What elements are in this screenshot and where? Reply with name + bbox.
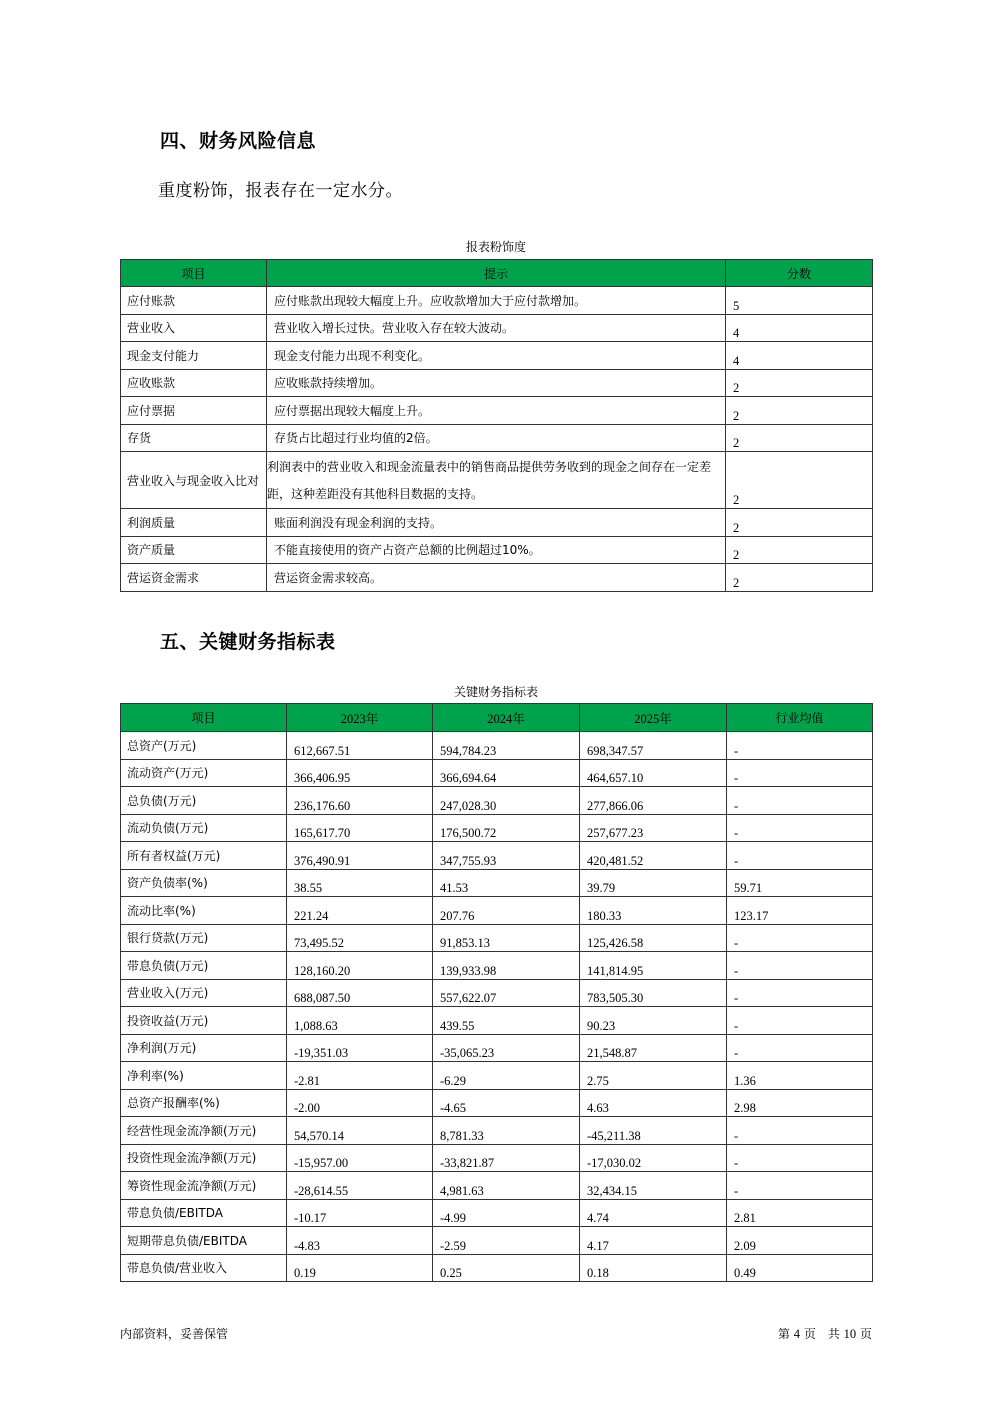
risk-hint: 营运资金需求较高。 — [267, 564, 726, 592]
value-2023: -4.83 — [287, 1227, 433, 1255]
value-2023: 73,495.52 — [287, 924, 433, 952]
indicator-row — [121, 869, 873, 897]
value-2025: 90.23 — [580, 1007, 727, 1035]
indicator-row — [121, 732, 873, 760]
risk-table-header — [121, 260, 873, 287]
risk-hint: 应付票据出现较大幅度上升。 — [267, 397, 726, 425]
value-2024: 0.25 — [433, 1254, 580, 1282]
indicator-name: 资产负债率(%) — [121, 869, 287, 897]
indicator-name: 银行贷款(万元) — [121, 924, 287, 952]
value-2023: -28,614.55 — [287, 1172, 433, 1200]
value-industry-avg: - — [727, 759, 873, 787]
risk-row — [121, 369, 873, 397]
indicator-name: 短期带息负债/EBITDA — [121, 1227, 287, 1255]
value-industry-avg: 0.49 — [727, 1254, 873, 1282]
header-2024: 2024年 — [433, 704, 580, 732]
value-2025: 464,657.10 — [580, 759, 727, 787]
risk-hint: 营业收入增长过快。营业收入存在较大波动。 — [267, 314, 726, 342]
value-2025: 4.63 — [580, 1089, 727, 1117]
value-2025: 0.18 — [580, 1254, 727, 1282]
indicator-name: 投资性现金流净额(万元) — [121, 1144, 287, 1172]
risk-table-caption: 报表粉饰度 — [465, 240, 526, 254]
value-industry-avg: - — [727, 814, 873, 842]
value-2025: 420,481.52 — [580, 842, 727, 870]
indicator-name: 经营性现金流净额(万元) — [121, 1117, 287, 1145]
risk-item: 应收账款 — [121, 369, 267, 397]
value-2024: 139,933.98 — [433, 952, 580, 980]
value-2023: 54,570.14 — [287, 1117, 433, 1145]
value-2024: 176,500.72 — [433, 814, 580, 842]
value-2024: 41.53 — [433, 869, 580, 897]
key-table-caption: 关键财务指标表 — [453, 685, 538, 699]
risk-row — [121, 509, 873, 537]
key-table-header — [121, 704, 873, 732]
risk-item: 现金支付能力 — [121, 342, 267, 370]
indicator-name: 总负债(万元) — [121, 787, 287, 815]
risk-score: 4 — [726, 342, 873, 370]
risk-item: 营运资金需求 — [121, 564, 267, 592]
value-2025: 141,814.95 — [580, 952, 727, 980]
risk-item: 应付账款 — [121, 287, 267, 315]
risk-row — [121, 564, 873, 592]
risk-hint: 不能直接使用的资产占资产总额的比例超过10%。 — [267, 536, 726, 564]
value-2023: 38.55 — [287, 869, 433, 897]
risk-hint: 存货占比超过行业均值的2倍。 — [267, 424, 726, 452]
risk-score: 2 — [726, 397, 873, 425]
value-2023: 221.24 — [287, 897, 433, 925]
header-score: 分数 — [726, 260, 873, 287]
value-2023: -15,957.00 — [287, 1144, 433, 1172]
risk-summary: 重度粉饰，报表存在一定水分。 — [158, 181, 403, 201]
indicator-row — [121, 1227, 873, 1255]
value-industry-avg: - — [727, 952, 873, 980]
risk-score: 2 — [726, 564, 873, 592]
value-2023: 1,088.63 — [287, 1007, 433, 1035]
risk-row — [121, 314, 873, 342]
page-mid: 页 共 — [803, 1327, 840, 1341]
value-2025: 180.33 — [580, 897, 727, 925]
value-2024: -35,065.23 — [433, 1034, 580, 1062]
page-number — [778, 1325, 872, 1342]
indicator-name: 流动资产(万元) — [121, 759, 287, 787]
indicator-row — [121, 1254, 873, 1282]
indicator-row — [121, 759, 873, 787]
indicator-row — [121, 814, 873, 842]
value-2023: 612,667.51 — [287, 732, 433, 760]
value-2025: 125,426.58 — [580, 924, 727, 952]
risk-item: 营业收入与现金收入比对 — [121, 452, 267, 509]
indicator-row — [121, 1007, 873, 1035]
value-industry-avg: - — [727, 732, 873, 760]
value-2023: 236,176.60 — [287, 787, 433, 815]
value-2024: 247,028.30 — [433, 787, 580, 815]
indicator-name: 总资产报酬率(%) — [121, 1089, 287, 1117]
indicator-name: 流动负债(万元) — [121, 814, 287, 842]
page-current: 4 — [793, 1327, 800, 1341]
value-industry-avg: 2.81 — [727, 1199, 873, 1227]
value-industry-avg: 2.09 — [727, 1227, 873, 1255]
value-industry-avg: - — [727, 1007, 873, 1035]
risk-item: 资产质量 — [121, 536, 267, 564]
indicator-name: 流动比率(%) — [121, 897, 287, 925]
risk-score: 2 — [726, 369, 873, 397]
value-2024: 594,784.23 — [433, 732, 580, 760]
page-total: 10 — [843, 1327, 857, 1341]
indicator-name: 带息负债/营业收入 — [121, 1254, 287, 1282]
indicator-name: 所有者权益(万元) — [121, 842, 287, 870]
value-industry-avg: 2.98 — [727, 1089, 873, 1117]
indicator-name: 总资产(万元) — [121, 732, 287, 760]
value-2024: 366,694.64 — [433, 759, 580, 787]
value-industry-avg: 59.71 — [727, 869, 873, 897]
value-industry-avg: - — [727, 787, 873, 815]
indicator-name: 投资收益(万元) — [121, 1007, 287, 1035]
value-2025: 32,434.15 — [580, 1172, 727, 1200]
value-2023: -2.81 — [287, 1062, 433, 1090]
indicator-row — [121, 1199, 873, 1227]
value-2025: 698,347.57 — [580, 732, 727, 760]
value-2024: -6.29 — [433, 1062, 580, 1090]
footer-confidential: 内部资料，妥善保管 — [120, 1327, 229, 1341]
value-industry-avg: - — [727, 924, 873, 952]
page-suffix: 页 — [859, 1327, 872, 1341]
value-2025: 783,505.30 — [580, 979, 727, 1007]
indicator-row — [121, 842, 873, 870]
indicator-row — [121, 1172, 873, 1200]
header-item: 项目 — [121, 260, 267, 287]
value-industry-avg: 1.36 — [727, 1062, 873, 1090]
value-2023: 165,617.70 — [287, 814, 433, 842]
value-2025: 39.79 — [580, 869, 727, 897]
value-2023: 128,160.20 — [287, 952, 433, 980]
value-2023: 688,087.50 — [287, 979, 433, 1007]
value-industry-avg: - — [727, 979, 873, 1007]
indicator-row — [121, 952, 873, 980]
indicator-row — [121, 1144, 873, 1172]
risk-row — [121, 452, 873, 509]
risk-item: 利润质量 — [121, 509, 267, 537]
value-2024: 4,981.63 — [433, 1172, 580, 1200]
value-industry-avg: - — [727, 1034, 873, 1062]
risk-score: 2 — [726, 452, 873, 509]
risk-hint: 现金支付能力出现不利变化。 — [267, 342, 726, 370]
value-2023: -19,351.03 — [287, 1034, 433, 1062]
header-hint: 提示 — [267, 260, 726, 287]
risk-item: 存货 — [121, 424, 267, 452]
indicator-row — [121, 1062, 873, 1090]
indicator-row — [121, 924, 873, 952]
indicator-name: 营业收入(万元) — [121, 979, 287, 1007]
indicator-row — [121, 1117, 873, 1145]
value-2023: 366,406.95 — [287, 759, 433, 787]
value-2024: -4.99 — [433, 1199, 580, 1227]
value-2024: -33,821.87 — [433, 1144, 580, 1172]
indicator-row — [121, 1089, 873, 1117]
header-industry-avg: 行业均值 — [727, 704, 873, 732]
indicator-name: 带息负债(万元) — [121, 952, 287, 980]
risk-row — [121, 424, 873, 452]
risk-score: 2 — [726, 509, 873, 537]
indicator-row — [121, 897, 873, 925]
value-2023: 0.19 — [287, 1254, 433, 1282]
header-2023: 2023年 — [287, 704, 433, 732]
value-2024: 347,755.93 — [433, 842, 580, 870]
indicator-name: 净利润(万元) — [121, 1034, 287, 1062]
value-2023: -10.17 — [287, 1199, 433, 1227]
risk-row — [121, 536, 873, 564]
value-2024: -2.59 — [433, 1227, 580, 1255]
risk-score: 2 — [726, 536, 873, 564]
header-2025: 2025年 — [580, 704, 727, 732]
risk-score: 4 — [726, 314, 873, 342]
value-2024: 91,853.13 — [433, 924, 580, 952]
risk-row — [121, 397, 873, 425]
header-item: 项目 — [121, 704, 287, 732]
value-2025: 4.17 — [580, 1227, 727, 1255]
value-industry-avg: - — [727, 842, 873, 870]
risk-hint: 应付账款出现较大幅度上升。应收款增加大于应付款增加。 — [267, 287, 726, 315]
indicator-name: 筹资性现金流净额(万元) — [121, 1172, 287, 1200]
risk-table — [120, 259, 873, 592]
value-2025: -17,030.02 — [580, 1144, 727, 1172]
indicator-name: 净利率(%) — [121, 1062, 287, 1090]
value-2024: 207.76 — [433, 897, 580, 925]
risk-score: 5 — [726, 287, 873, 315]
value-2024: 557,622.07 — [433, 979, 580, 1007]
risk-hint: 账面利润没有现金利润的支持。 — [267, 509, 726, 537]
value-2025: -45,211.38 — [580, 1117, 727, 1145]
key-indicator-table — [120, 703, 873, 1282]
value-industry-avg: - — [727, 1117, 873, 1145]
risk-hint: 应收账款持续增加。 — [267, 369, 726, 397]
value-2024: 439.55 — [433, 1007, 580, 1035]
value-2025: 4.74 — [580, 1199, 727, 1227]
value-industry-avg: - — [727, 1172, 873, 1200]
section-5-title: 五、关键财务指标表 — [160, 631, 336, 653]
risk-item: 营业收入 — [121, 314, 267, 342]
risk-item: 应付票据 — [121, 397, 267, 425]
value-2024: -4.65 — [433, 1089, 580, 1117]
indicator-name: 带息负债/EBITDA — [121, 1199, 287, 1227]
value-2024: 8,781.33 — [433, 1117, 580, 1145]
value-2025: 277,866.06 — [580, 787, 727, 815]
risk-row — [121, 287, 873, 315]
risk-hint: 利润表中的营业收入和现金流量表中的销售商品提供劳务收到的现金之间存在一定差距，这种差距没有其他科目数据的支持。 — [267, 452, 726, 509]
value-2023: 376,490.91 — [287, 842, 433, 870]
indicator-row — [121, 979, 873, 1007]
risk-row — [121, 342, 873, 370]
indicator-row — [121, 1034, 873, 1062]
value-2025: 257,677.23 — [580, 814, 727, 842]
value-industry-avg: 123.17 — [727, 897, 873, 925]
value-2023: -2.00 — [287, 1089, 433, 1117]
risk-score: 2 — [726, 424, 873, 452]
page-prefix: 第 — [777, 1327, 790, 1341]
indicator-row — [121, 787, 873, 815]
value-industry-avg: - — [727, 1144, 873, 1172]
value-2025: 21,548.87 — [580, 1034, 727, 1062]
section-4-title: 四、财务风险信息 — [160, 130, 317, 152]
value-2025: 2.75 — [580, 1062, 727, 1090]
